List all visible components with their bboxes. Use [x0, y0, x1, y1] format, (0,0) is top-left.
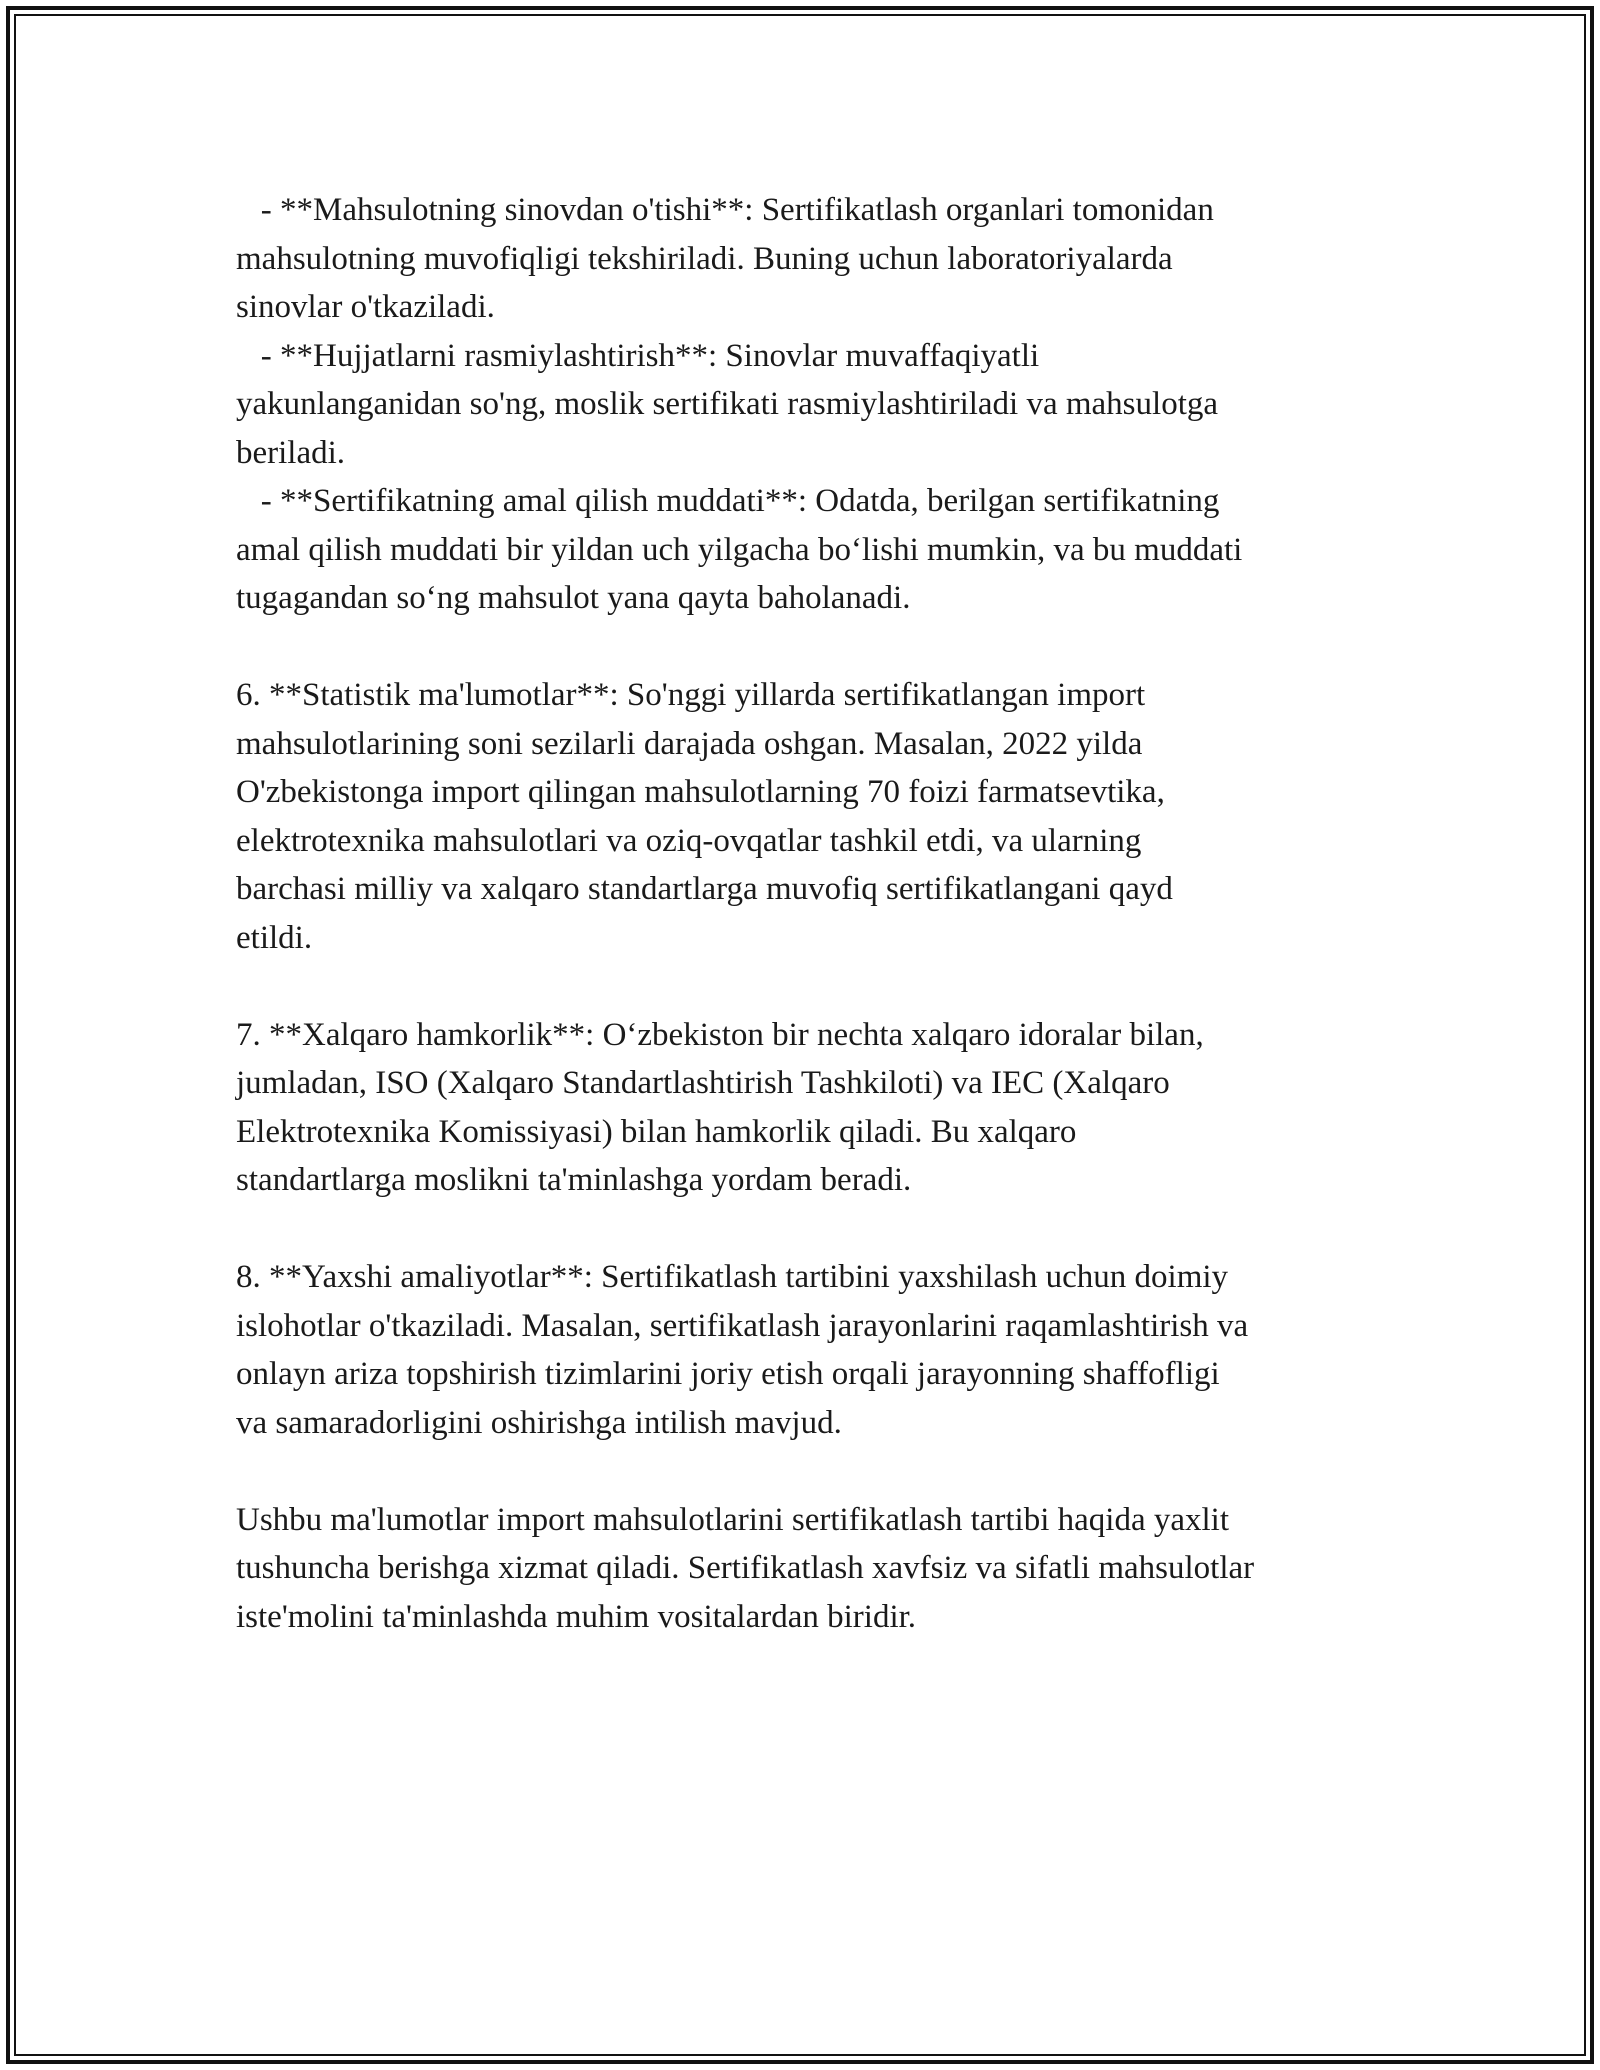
- paragraph-international-cooperation: [236, 1011, 1386, 1205]
- text-line: jumladan, ISO (Xalqaro Standartlashtirish Tashkiloti) va IEC (Xalqaro: [236, 1065, 1170, 1101]
- text-line: mahsulotlarining soni sezilarli darajada oshgan. Masalan, 2022 yilda: [236, 725, 1143, 762]
- text-line: beriladi.: [236, 434, 346, 471]
- text-line: etildi.: [236, 919, 313, 956]
- text-line: elektrotexnika mahsulotlari va oziq-ovqatlar tashkil etdi, va ularning: [236, 822, 1142, 859]
- text-line: barchasi milliy va xalqaro standartlarga muvofiq sertifikatlangani qayd: [236, 871, 1173, 907]
- text-line: onlayn ariza topshirish tizimlarini joriy etish orqali jarayonning shaffofligi: [236, 1356, 1220, 1392]
- text-line: va samaradorligini oshirishga intilish mavjud.: [236, 1404, 842, 1441]
- text-line: islohotlar o'tkaziladi. Masalan, sertifikatlash jarayonlarini raqamlashtirish va: [236, 1307, 1249, 1344]
- text-line: standartlarga moslikni ta'minlashga yordam beradi.: [236, 1162, 912, 1198]
- text-line: - **Mahsulotning sinovdan o'tishi**: Sertifikatlash organlari tomonidan: [236, 192, 1214, 228]
- paragraph-conclusion: [236, 1496, 1386, 1642]
- text-line: tushuncha berishga xizmat qiladi. Sertifikatlash xavfsiz va sifatli mahsulotlar: [236, 1550, 1255, 1586]
- text-line: Ushbu ma'lumotlar import mahsulotlarini sertifikatlash tartibi haqida yaxlit: [236, 1501, 1229, 1538]
- text-line: iste'molini ta'minlashda muhim vositalardan biridir.: [236, 1598, 917, 1635]
- document-body: [236, 186, 1386, 1641]
- text-line: amal qilish muddati bir yildan uch yilgacha bo‘lishi mumkin, va bu muddati: [236, 531, 1243, 568]
- text-line: 6. **Statistik ma'lumotlar**: So'nggi yillarda sertifikatlangan import: [236, 677, 1146, 713]
- paragraph-best-practices: [236, 1253, 1386, 1447]
- text-line: mahsulotning muvofiqligi tekshiriladi. Buning uchun laboratoriyalarda: [236, 240, 1173, 277]
- text-line: tugagandan so‘ng mahsulot yana qayta baholanadi.: [236, 580, 911, 616]
- text-line: Elektrotexnika Komissiyasi) bilan hamkorlik qiladi. Bu xalqaro: [236, 1113, 1077, 1150]
- text-line: 8. **Yaxshi amaliyotlar**: Sertifikatlash tartibini yaxshilash uchun doimiy: [236, 1259, 1229, 1295]
- text-line: sinovlar o'tkaziladi.: [236, 289, 495, 325]
- text-line: - **Hujjatlarni rasmiylashtirish**: Sinovlar muvaffaqiyatli: [236, 337, 1040, 374]
- text-line: - **Sertifikatning amal qilish muddati**: Odatda, berilgan sertifikatning: [236, 483, 1220, 519]
- text-line: yakunlanganidan so'ng, moslik sertifikati rasmiylashtiriladi va mahsulotga: [236, 386, 1219, 422]
- text-line: 7. **Xalqaro hamkorlik**: O‘zbekiston bir nechta xalqaro idoralar bilan,: [236, 1016, 1204, 1053]
- paragraph-certification-steps: [236, 186, 1386, 623]
- paragraph-statistics: [236, 671, 1386, 962]
- text-line: O'zbekistonga import qilingan mahsulotlarning 70 foizi farmatsevtika,: [236, 774, 1165, 810]
